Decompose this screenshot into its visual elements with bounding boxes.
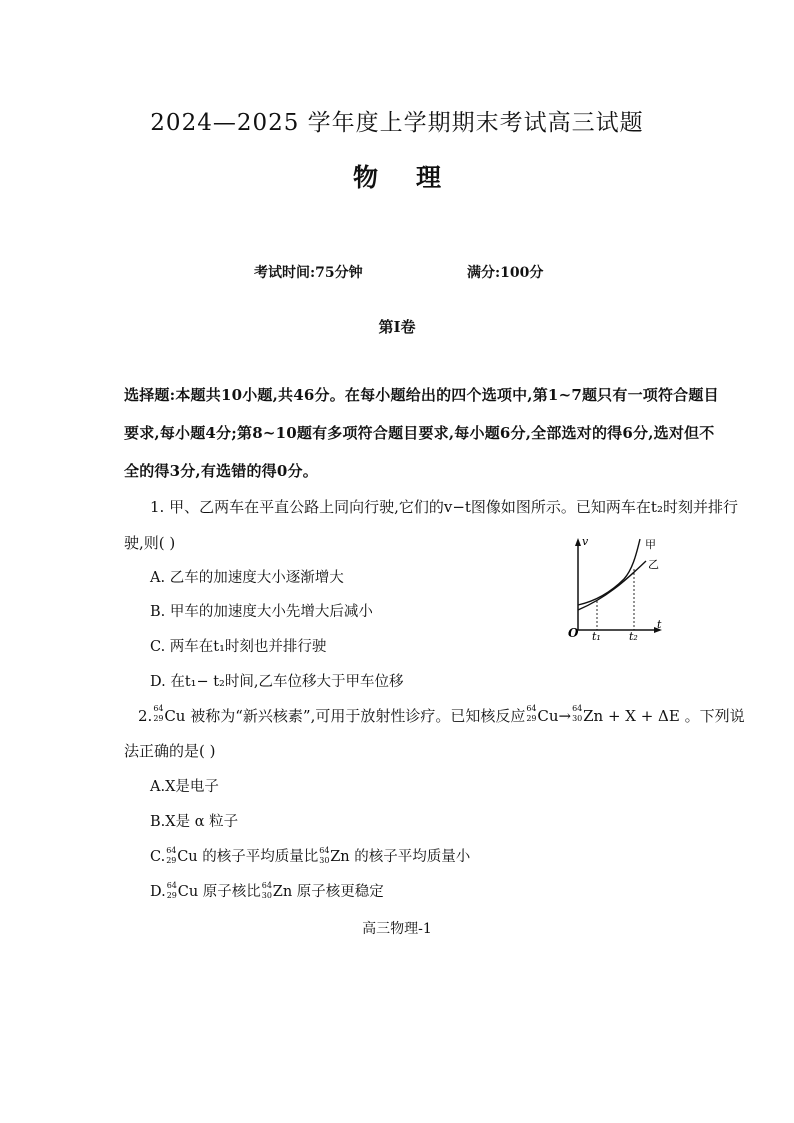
q2-option-d	[150, 880, 384, 901]
option-c-post: 的核子平均质量小	[354, 849, 471, 865]
cu-nuclide	[153, 704, 186, 725]
cu-symbol: Cu	[177, 849, 198, 865]
zn-atomic-number: 30	[319, 856, 330, 865]
jia-label: 甲	[645, 538, 656, 551]
v-axis-label: v	[582, 535, 589, 548]
q2-option-c	[150, 845, 470, 866]
q1-option-a: A. 乙车的加速度大小逐渐增大	[150, 570, 344, 586]
cu-nuclide	[166, 846, 198, 865]
cu-mass-number: 64	[153, 704, 164, 713]
option-d-post: 原子核更稳定	[296, 884, 384, 900]
zn-nuclide	[319, 846, 350, 865]
t-axis-label: t	[657, 618, 662, 631]
q2-stem-line-1	[138, 705, 745, 726]
cu-atomic-number: 29	[166, 856, 177, 865]
instructions-line-1: 选择题:本题共10小题,共46分。在每小题给出的四个选项中,第1~7题只有一项符合题目	[124, 386, 719, 404]
option-d-mid: 原子核比	[202, 884, 261, 900]
cu-nuclide-reaction	[526, 704, 559, 725]
cu-atomic-number: 29	[526, 714, 537, 723]
reaction-arrow: →	[558, 707, 572, 725]
cu-symbol: Cu	[177, 884, 199, 900]
instructions-line-3: 全的得3分,有选错的得0分。	[124, 462, 318, 480]
option-c-prefix: C.	[150, 849, 166, 865]
q1-option-c: C. 两车在t₁时刻也并排行驶	[150, 639, 327, 655]
q1-option-b: B. 甲车的加速度大小先增大后减小	[150, 604, 373, 620]
cu-atomic-number: 29	[166, 891, 177, 900]
zn-atomic-number: 30	[261, 891, 272, 900]
cu-symbol: Cu	[537, 707, 559, 725]
cu-nuclide	[166, 881, 199, 900]
zn-symbol: Zn	[583, 707, 604, 725]
q2-option-a: A.X是电子	[150, 779, 219, 795]
page-footer: 高三物理-1	[362, 921, 432, 937]
zn-nuclide-reaction	[572, 704, 604, 725]
part-title: 第Ⅰ卷	[378, 318, 416, 336]
q1-stem-line-2: 驶,则( )	[124, 534, 176, 552]
subject-title: 物理	[352, 163, 479, 192]
zn-atomic-number: 30	[572, 714, 583, 723]
exam-title: 2024—2025 学年度上学期期末考试高三试题	[150, 110, 644, 136]
q2-option-b: B.X是 α 粒子	[150, 814, 239, 830]
q1-vt-graph	[566, 534, 666, 644]
zn-symbol: Zn	[330, 849, 350, 865]
option-d-prefix: D.	[150, 884, 166, 900]
t2-tick-label: t₂	[629, 630, 638, 643]
option-c-mid: 的核子平均质量比	[202, 849, 319, 865]
q2-number: 2.	[138, 707, 153, 725]
q1-stem-line-1: 1. 甲、乙两车在平直公路上同向行驶,它们的v−t图像如图所示。已知两车在t₂时刻并排行	[150, 498, 738, 516]
cu-symbol: Cu	[164, 707, 186, 725]
jia-curve	[578, 539, 640, 605]
zn-nuclide	[261, 881, 293, 900]
cu-mass-number: 64	[166, 881, 177, 890]
cu-mass-number: 64	[166, 846, 177, 855]
origin-label: O	[568, 626, 579, 640]
t1-tick-label: t₁	[592, 630, 601, 643]
yi-label: 乙	[648, 558, 659, 571]
q1-option-d: D. 在t₁− t₂时间,乙车位移大于甲车位移	[150, 674, 404, 690]
instructions-line-2: 要求,每小题4分;第8~10题有多项符合题目要求,每小题6分,全部选对的得6分,选对但不	[124, 424, 715, 442]
cu-atomic-number: 29	[153, 714, 164, 723]
v-axis-arrow	[575, 538, 581, 546]
q2-stem-line-2: 法正确的是( )	[124, 742, 216, 760]
cu-mass-number: 64	[526, 704, 537, 713]
zn-symbol: Zn	[272, 884, 293, 900]
zn-mass-number: 64	[261, 881, 272, 890]
zn-mass-number: 64	[572, 704, 583, 713]
zn-mass-number: 64	[319, 846, 330, 855]
q2-text-b: + X + ΔE 。下列说	[607, 707, 745, 725]
q2-text-a: 被称为“新兴核素”,可用于放射性诊疗。已知核反应	[190, 707, 526, 725]
full-score: 满分:100分	[467, 265, 544, 281]
exam-time: 考试时间:75分钟	[254, 265, 363, 281]
